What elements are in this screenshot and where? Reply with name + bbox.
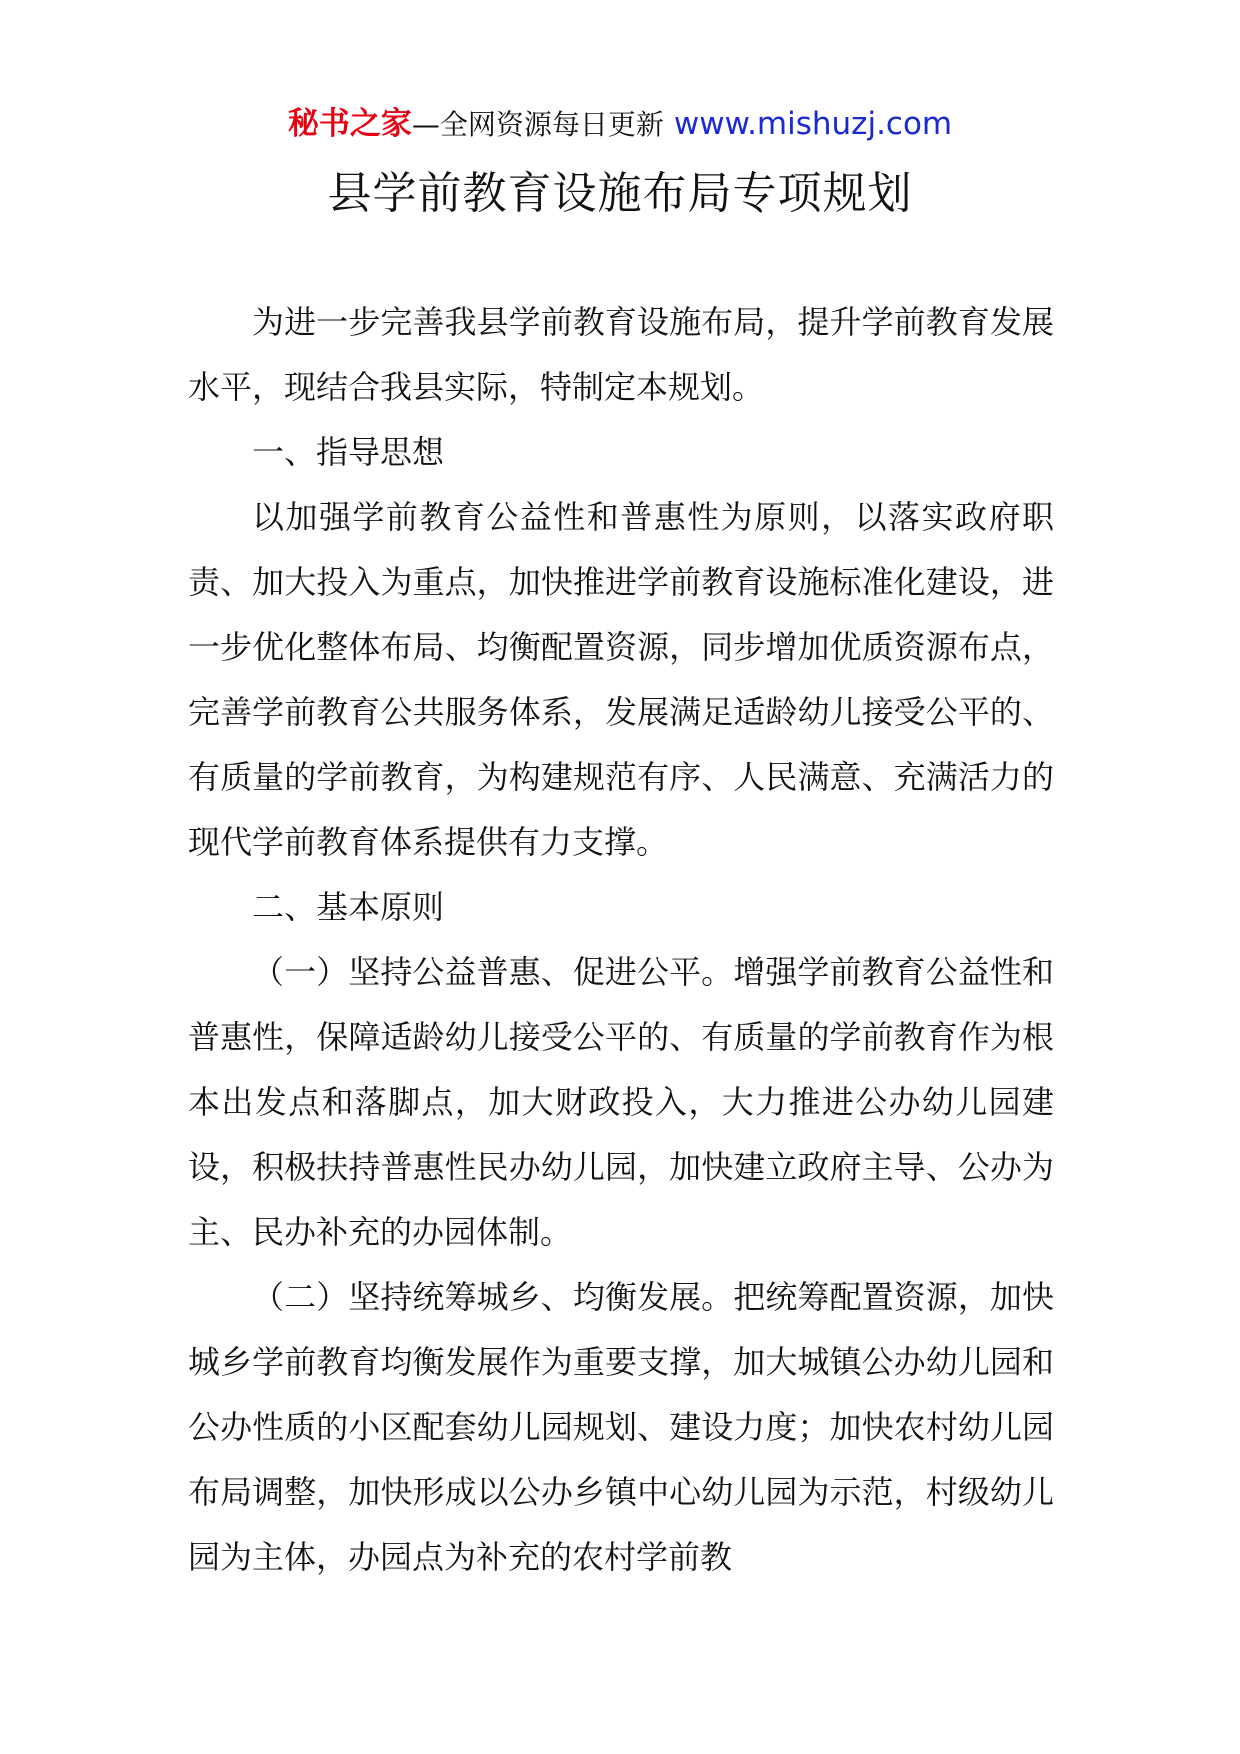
brand-name: 秘书之家 bbox=[287, 106, 412, 142]
section-heading-basic-principles: 二、基本原则 bbox=[252, 888, 445, 926]
header-slogan: —全网资源每日更新 bbox=[411, 108, 664, 141]
principle-one-paragraph: （一）坚持公益普惠、促进公平。增强学前教育公益性和普惠性，保障适龄幼儿接受公平的、有质量的学前教育作为根本出发点和落脚点，加大财政投入，大力推进公办幼儿园建设，积极扶持普惠性民办幼儿园，加快建立政府主导、公办为主、民办补充的办园体制。 bbox=[188, 953, 1054, 1251]
document-title: 县学前教育设施布局专项规划 bbox=[327, 168, 913, 219]
guiding-ideology-paragraph: 以加强学前教育公益性和普惠性为原则，以落实政府职责、加大投入为重点，加快推进学前教育设施标准化建设，进一步优化整体布局、均衡配置资源，同步增加优质资源布点，完善学前教育公共服务体系，发展满足适龄幼儿接受公平的、有质量的学前教育，为构建规范有序、人民满意、充满活力的现代学前教育体系提供有力支撑。 bbox=[188, 498, 1054, 861]
document-body bbox=[188, 290, 1054, 1590]
section-heading-guiding-ideology: 一、指导思想 bbox=[252, 433, 445, 471]
principle-two-paragraph: （二）坚持统筹城乡、均衡发展。把统筹配置资源，加快城乡学前教育均衡发展作为重要支撑，加大城镇公办幼儿园和公办性质的小区配套幼儿园规划、建设力度；加快农村幼儿园布局调整，加快形成以公办乡镇中心幼儿园为示范，村级幼儿园为主体，办园点为补充的农村学前教 bbox=[188, 1278, 1054, 1576]
site-url-link[interactable]: www.mishuzj.com bbox=[673, 106, 953, 142]
intro-paragraph: 为进一步完善我县学前教育设施布局，提升学前教育发展水平，现结合我县实际，特制定本规划。 bbox=[188, 303, 1054, 406]
site-header bbox=[0, 104, 1240, 145]
